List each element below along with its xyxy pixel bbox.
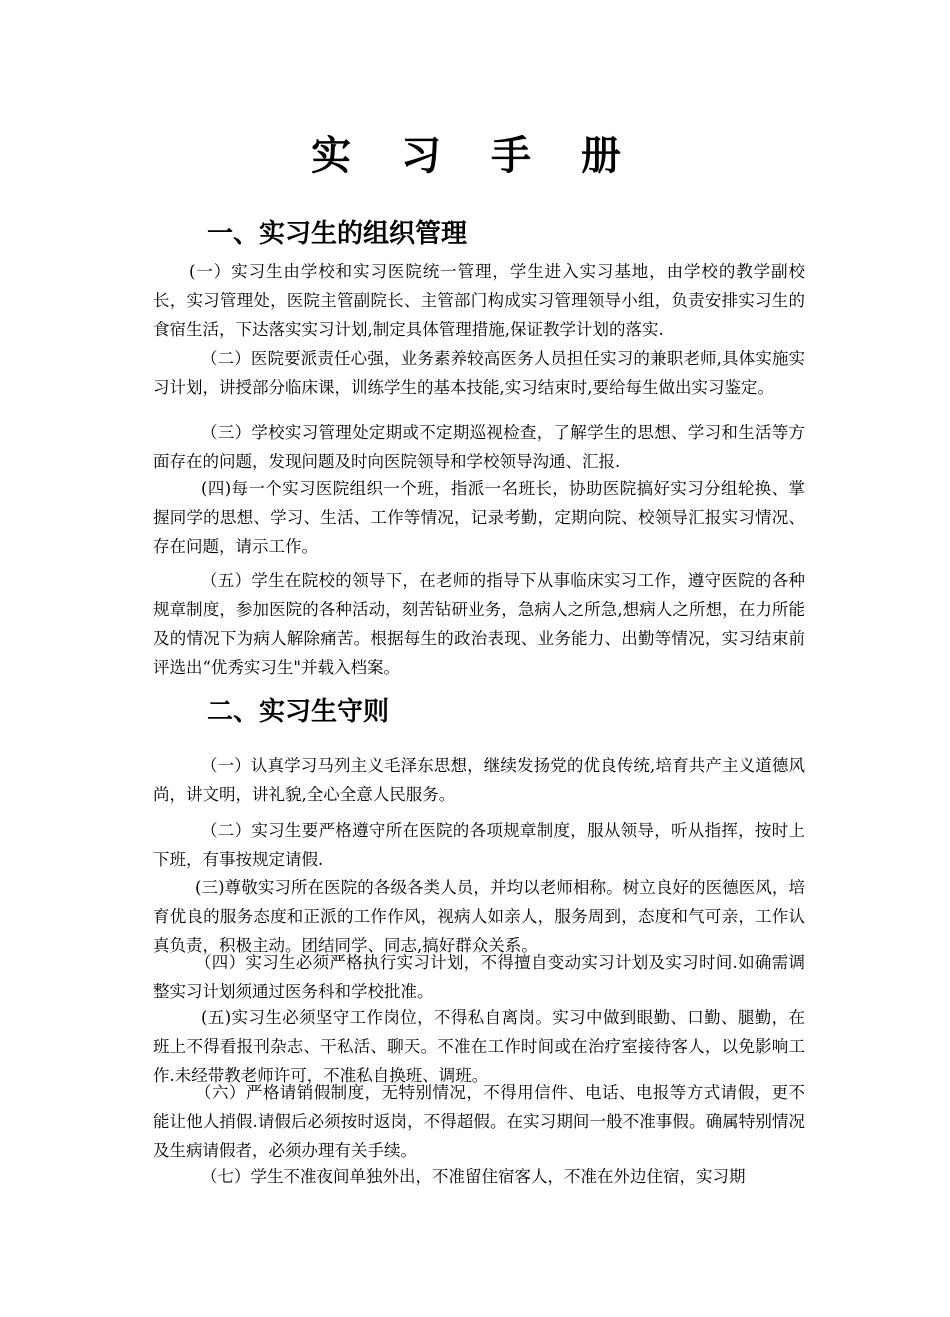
paragraph-1-4: (四)每一个实习医院组织一个班，指派一名班长，协助医院搞好实习分组轮换、掌握同学的思想、学习、生活、工作等情况，记录考勤，定期向院、校领导汇报实习情况、存在问题，请示工作。 — [153, 479, 805, 556]
paragraph-2-1: （一）认真学习马列主义毛泽东思想，继续发扬党的优良传统,培育共产主义道德风尚，讲文明，讲礼貌,全心全意人民服务。 — [153, 756, 805, 804]
paragraph-2-4: （四）实习生必须严格执行实习计划，不得擅自变动实习计划及实习时间.如确需调整实习计划须通过医务科和学校批准。 — [153, 953, 805, 1001]
section-heading-1: 一、实习生的组织管理 — [207, 219, 468, 249]
paragraph-2-6: （六）严格请销假制度，无特别情况，不得用信件、电话、电报等方式请假，更不能让他人捎假.请假后必须按时返岗，不得超假。在实习期间一般不准事假。确属特别情况及生病请假者，必须办理有关手续。 — [153, 1083, 805, 1160]
paragraph-1-1: (一）实习生由学校和实习医院统一管理，学生进入实习基地，由学校的教学副校长，实习管理处，医院主管副院长、主管部门构成实习管理领导小组，负责安排实习生的食宿生活，下达落实实习计划,制定具体管理措施,保证教学计划的落实. — [153, 262, 805, 339]
paragraph-1-2: （二）医院要派责任心强，业务素养较高医务人员担任实习的兼职老师,具体实施实习计划，讲授部分临床课，训练学生的基本技能,实习结束时,要给每生做出实习鉴定。 — [153, 349, 805, 397]
section-heading-2: 二、实习生守则 — [207, 697, 390, 727]
paragraph-2-5: (五)实习生必须坚守工作岗位，不得私自离岗。实习中做到眼勤、口勤、腿勤，在班上不得看报刊杂志、干私活、聊天。不准在工作时间或在治疗室接待客人，以免影响工作.未经带教老师许可，不准私自换班、调班。 — [153, 1008, 805, 1085]
document-title: 实 习 手 册 — [311, 132, 639, 179]
paragraph-2-7: （七）学生不准夜间单独外出，不准留住宿客人，不准在外边住宿，实习期 — [201, 1167, 746, 1186]
paragraph-1-3: （三）学校实习管理处定期或不定期巡视检查，了解学生的思想、学习和生活等方面存在的问题，发现问题及时向医院领导和学校领导沟通、汇报. — [153, 423, 805, 471]
paragraph-2-2: （二）实习生要严格遵守所在医院的各项规章制度，服从领导，听从指挥，按时上下班，有事按规定请假. — [153, 821, 805, 869]
paragraph-1-5: （五）学生在院校的领导下，在老师的指导下从事临床实习工作，遵守医院的各种规章制度，参加医院的各种活动，刻苦钻研业务，急病人之所急,想病人之所想，在力所能及的情况下为病人解除痛苦。根据每生的政治表现、业务能力、出勤等情况，实习结束前评选出“优秀实习生"并载入档案。 — [153, 571, 805, 677]
paragraph-2-3: (三)尊敬实习所在医院的各级各类人员，并均以老师相称。树立良好的医德医风，培育优良的服务态度和正派的工作作风，视病人如亲人，服务周到，态度和气可亲，工作认真负责，积极主动。团结同学、同志,搞好群众关系。 — [153, 878, 805, 955]
